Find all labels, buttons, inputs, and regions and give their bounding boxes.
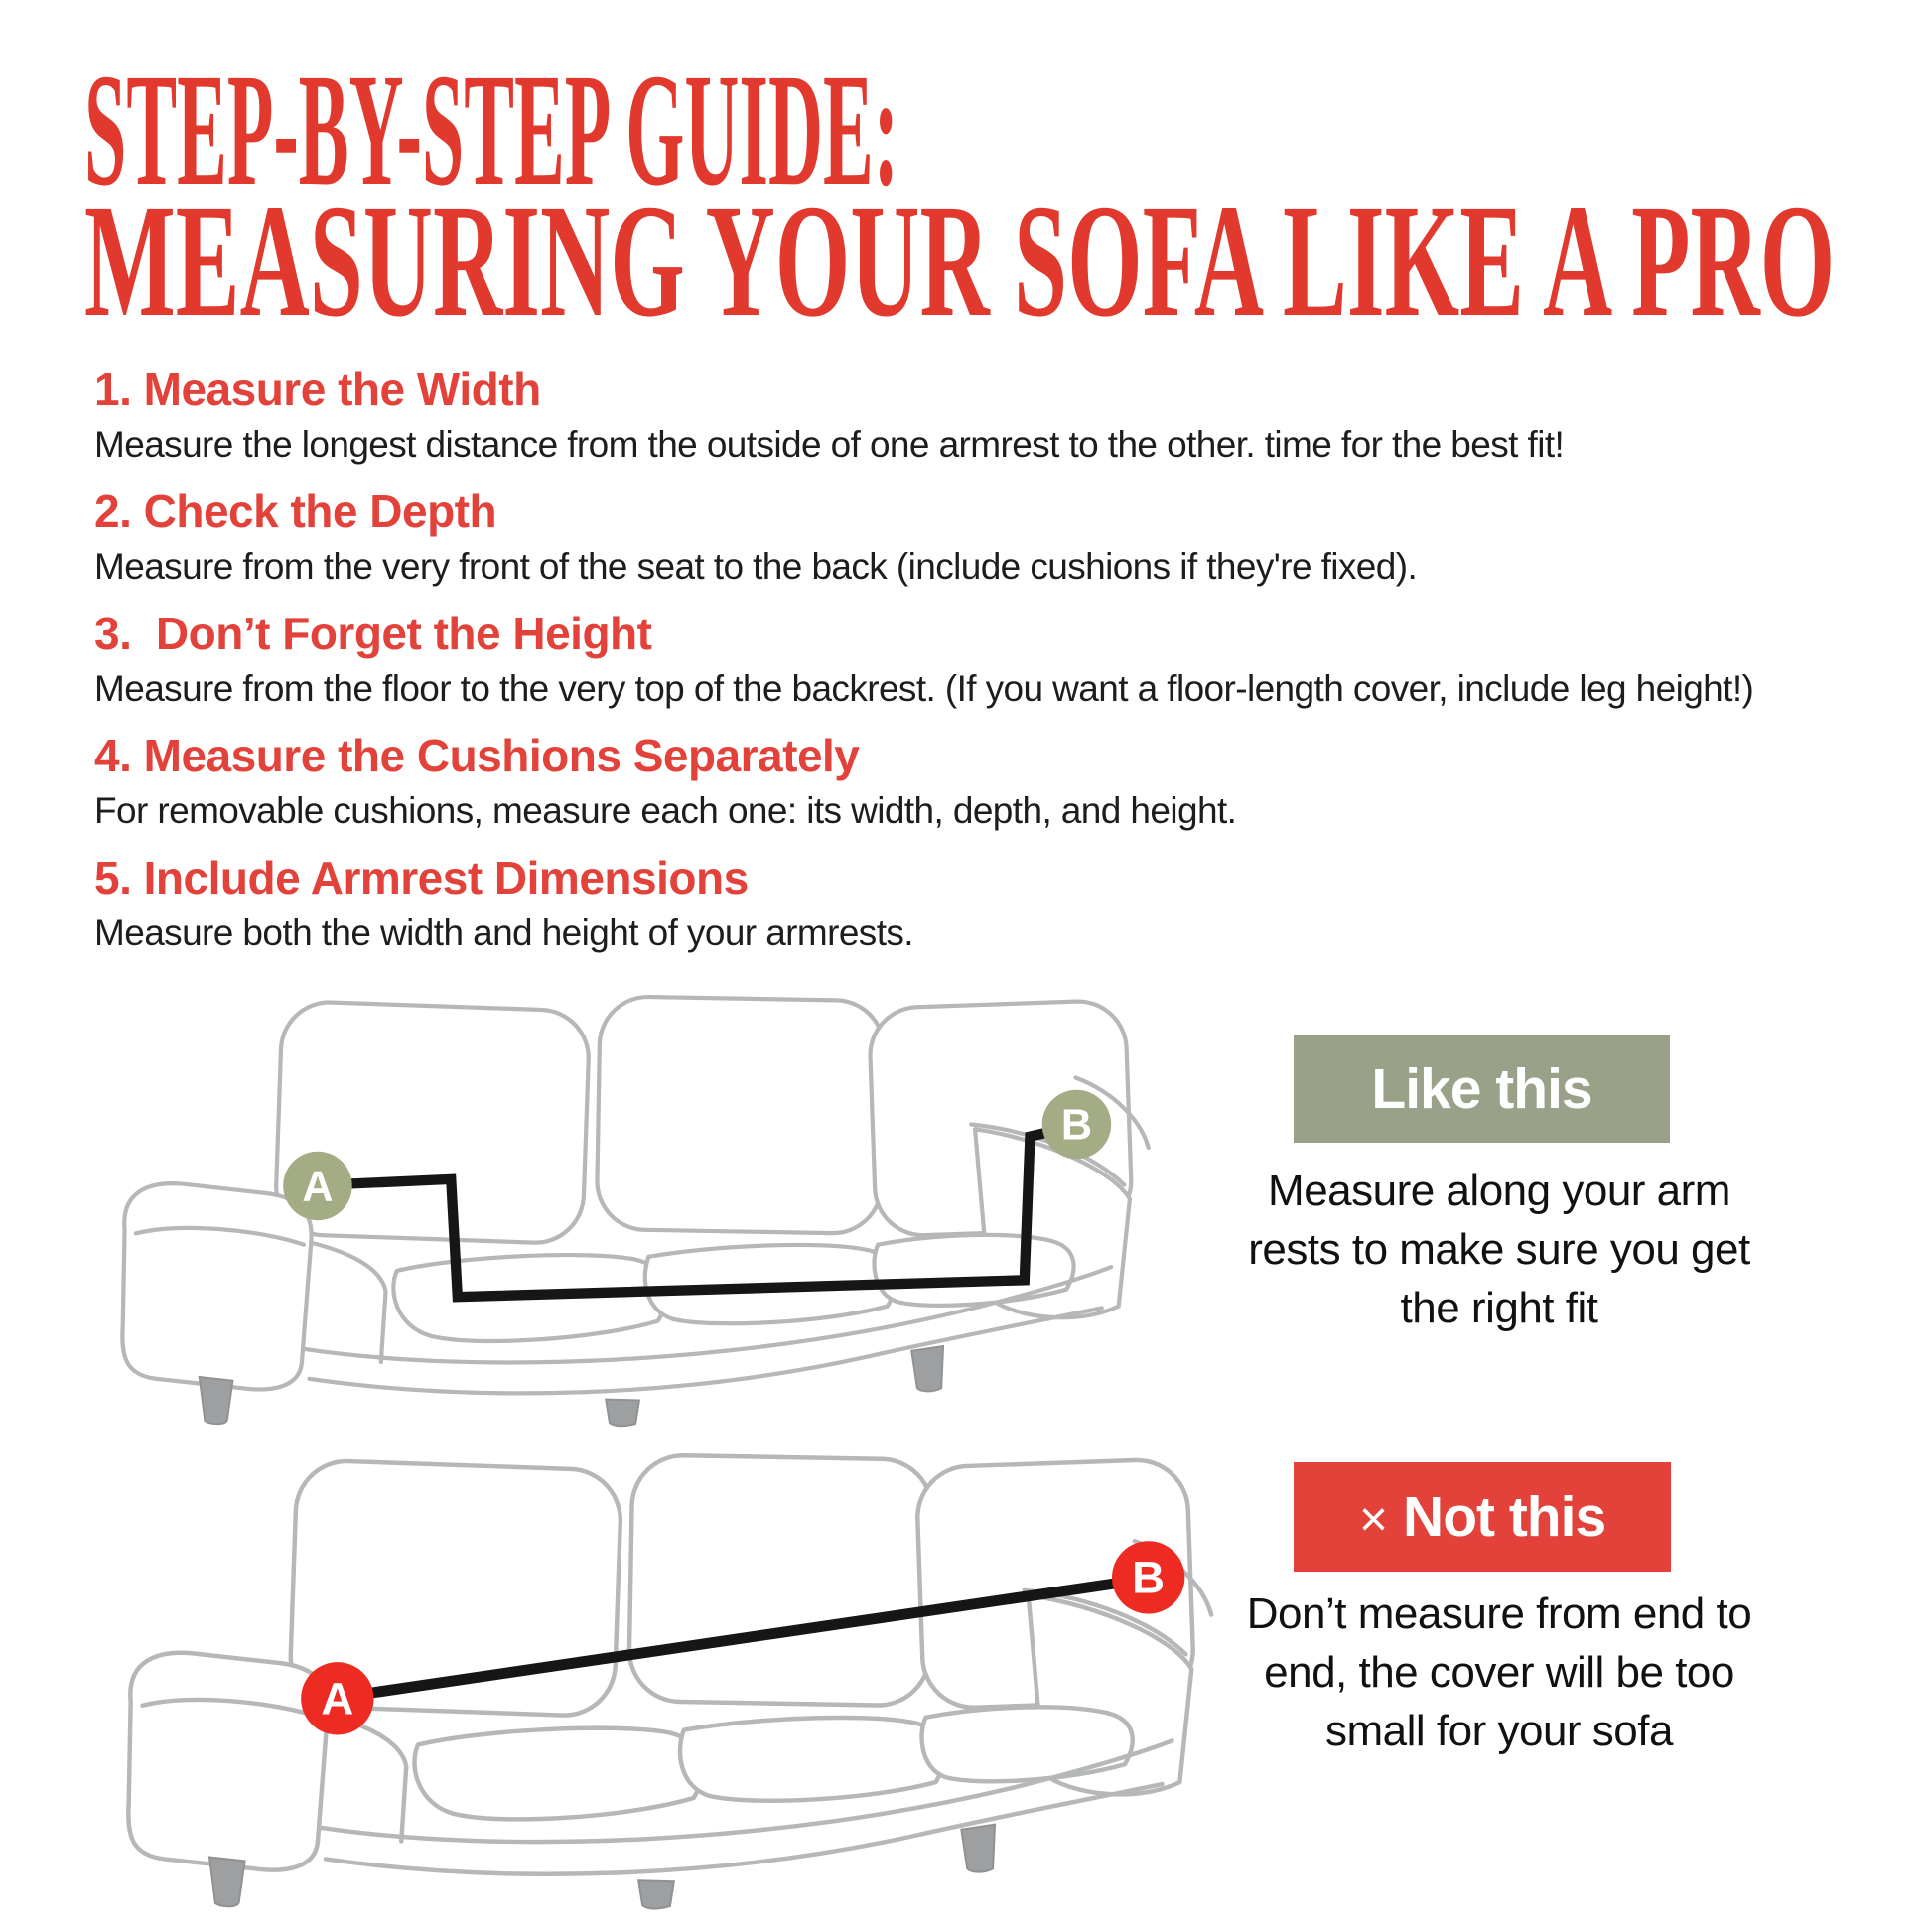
page-title	[84, 42, 1932, 350]
step-heading: 5. Include Armrest Dimensions	[94, 852, 749, 903]
sofa-incorrect-measurement-diagram	[91, 1448, 1223, 1910]
title-line-2: MEASURING YOUR SOFA LIKE A PRO	[84, 173, 1836, 350]
x-icon: ×	[1358, 1491, 1388, 1547]
step-body: Measure from the floor to the very top of the backrest. (If you want a floor-length cover, include leg height!)	[94, 668, 1754, 709]
sofa-correct-measurement-diagram	[87, 989, 1160, 1428]
marker-a	[301, 1662, 373, 1734]
step-item-3	[94, 608, 1871, 711]
step-body: Measure from the very front of the seat to the back (include cushions if they're fixed).	[94, 546, 1418, 587]
step-heading: 4. Measure the Cushions Separately	[94, 730, 860, 781]
title-line-1: STEP-BY-STEP GUIDE:	[84, 42, 899, 219]
not-this-label: Not this	[1403, 1485, 1606, 1549]
step-body: For removable cushions, measure each one: its width, depth, and height.	[94, 790, 1237, 831]
marker-b-label: B	[1132, 1552, 1166, 1603]
marker-b	[1042, 1090, 1111, 1159]
step-heading: 2. Check the Depth	[94, 485, 497, 537]
like-this-label: Like this	[1371, 1056, 1592, 1121]
step-item-2	[94, 485, 1871, 589]
like-this-note: Measure along your arm rests to make sure you get the right fit	[1248, 1167, 1750, 1332]
step-item-1	[94, 363, 1871, 467]
like-this-badge	[1294, 1035, 1670, 1143]
marker-a	[283, 1152, 351, 1220]
step-heading: 1. Measure the Width	[94, 363, 541, 415]
steps-list	[94, 363, 1871, 974]
step-item-4	[94, 730, 1871, 833]
marker-b-label: B	[1060, 1101, 1093, 1150]
not-this-badge	[1294, 1462, 1671, 1572]
marker-a-label: A	[321, 1673, 354, 1725]
step-body: Measure both the width and height of your armrests.	[94, 912, 913, 953]
marker-a-label: A	[302, 1163, 334, 1211]
not-this-note: Don’t measure from end to end, the cover will be too small for your sofa	[1246, 1589, 1752, 1755]
step-item-5	[94, 852, 1871, 955]
step-body: Measure the longest distance from the outside of one armrest to the other. time for the best fit!	[94, 424, 1565, 465]
step-heading: 3. Don’t Forget the Height	[94, 608, 652, 659]
marker-b	[1112, 1541, 1184, 1613]
